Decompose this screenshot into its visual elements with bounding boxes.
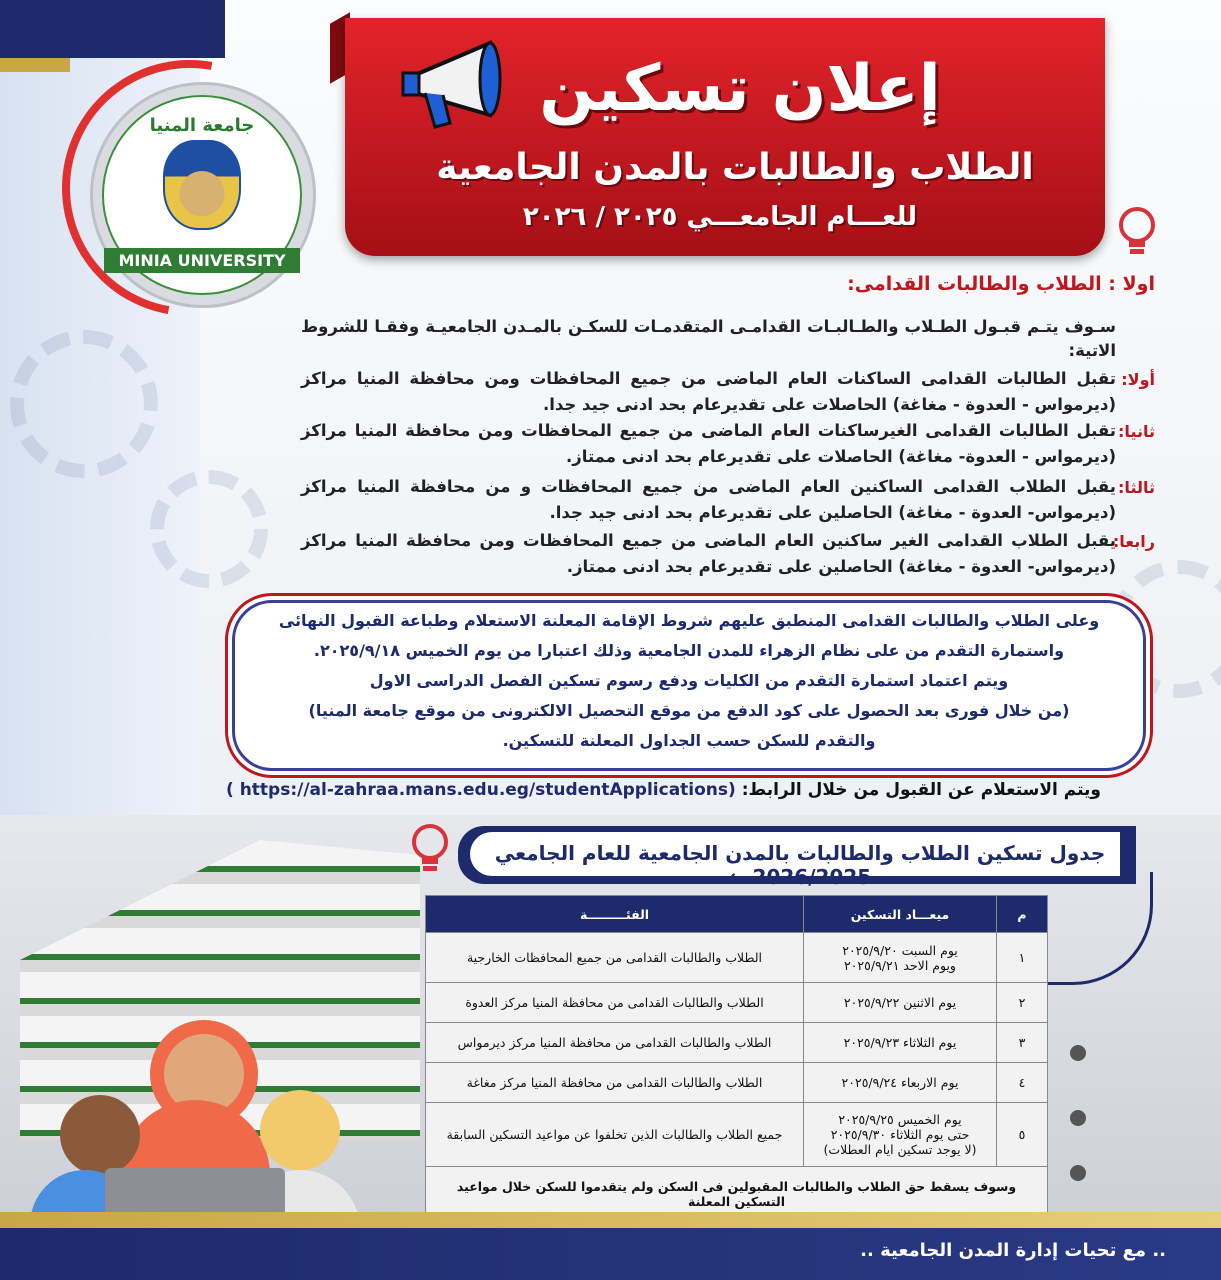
row-category: الطلاب والطالبات القدامى من محافظة المنيا مركز العدوة xyxy=(426,983,804,1023)
inquiry-label: ويتم الاستعلام عن القبول من خلال الرابط: xyxy=(741,780,1101,800)
section-title: اولا : الطلاب والطالبات القدامى: xyxy=(847,273,1155,295)
dot-icon xyxy=(1070,1110,1086,1126)
row-date: يوم الخميس ٢٠٢٥/٩/٢٥ حتى يوم الثلاثاء ٢٠٢٥/٩/٣٠ (لا يوجد تسكين ايام العطلات) xyxy=(804,1103,997,1167)
rule-text: يقبل الطلاب القدامى الغير ساكنين العام الماضى من جميع المحافظات ومن محافظة المنيا مراكز (ديرمواس- العدوة - مغاغة) الحاصلين على تقديرعام بحد ادنى ممتاز. xyxy=(301,531,1116,576)
notice-line: ويتم اعتماد استمارة التقدم من الكليات ودفع رسوم تسكين الفصل الدراسى الاول xyxy=(369,671,1009,690)
rule-label: ثالثا: xyxy=(1118,478,1155,497)
notice-box xyxy=(232,600,1146,771)
schedule-title: جدول تسكين الطلاب والطالبات بالمدن الجامعية للعام الجامعي 2026/2025 ← xyxy=(494,841,1106,889)
table-row xyxy=(426,1103,1048,1167)
row-date: يوم الثلاثاء ٢٠٢٥/٩/٢٣ xyxy=(804,1023,997,1063)
row-num: ١ xyxy=(997,933,1048,983)
inquiry-link[interactable]: (https://al-zahraa.mans.edu.eg/studentApplications ) xyxy=(225,780,736,800)
row-category: الطلاب والطالبات القدامى من جميع المحافظات الخارجية xyxy=(426,933,804,983)
banner-year: للعـــام الجامعـــي ٢٠٢٥ / ٢٠٢٦ xyxy=(522,202,918,232)
footer-text: .. مع تحيات إدارة المدن الجامعية .. xyxy=(860,1240,1166,1261)
schedule-table xyxy=(425,895,1048,1222)
row-num: ٤ xyxy=(997,1063,1048,1103)
header-date: ميعـــاد التسكين xyxy=(804,896,997,933)
rule-label: ثانيا: xyxy=(1118,422,1155,441)
table-row xyxy=(426,1063,1048,1103)
rule-text: تقبل الطالبات القدامى الساكنات العام الماضى من جميع المحافظات ومن محافظة المنيا مراكز (ديرمواس - العدوة - مغاغة) الحاصلات على تقديرعام بحد ادنى جيد جدا. xyxy=(301,369,1116,414)
logo-arabic-text: جامعة المنيا xyxy=(149,115,255,136)
rule-text: يقبل الطلاب القدامى الساكنين العام الماضى من جميع المحافظات و من محافظة المنيا مراكز (ديرمواس- العدوة - مغاغة) الحاصلين على تقديرعام بحد ادنى جيد جدا. xyxy=(301,477,1116,522)
banner-subtitle: الطلاب والطالبات بالمدن الجامعية xyxy=(436,147,1034,188)
megaphone-icon xyxy=(395,35,515,135)
row-category: الطلاب والطالبات القدامى من محافظة المنيا مركز مغاغة xyxy=(426,1063,804,1103)
section-intro: سـوف يتـم قبـول الطـلاب والطـالبـات القدامـى المتقدمـات للسكـن بالمـدن الجامعيـة وفقـا للشروط الاتية: xyxy=(301,317,1116,360)
rule-label: رابعا: xyxy=(1112,532,1155,551)
row-date: يوم الاربعاء ٢٠٢٥/٩/٢٤ xyxy=(804,1063,997,1103)
dot-icon xyxy=(1070,1165,1086,1181)
table-row xyxy=(426,983,1048,1023)
notice-line: والتقدم للسكن حسب الجداول المعلنة للتسكين. xyxy=(502,731,876,750)
footer-gold-strip xyxy=(0,1212,1221,1228)
row-category: جميع الطلاب والطالبات الذين تخلفوا عن مواعيد التسكين السابقة xyxy=(426,1103,804,1167)
row-num: ٣ xyxy=(997,1023,1048,1063)
notice-line: (من خلال فورى بعد الحصول على كود الدفع من موقع التحصيل الالكترونى من موقع جامعة المنيا) xyxy=(308,701,1070,720)
top-gold-strip xyxy=(0,58,70,72)
inquiry-line xyxy=(226,780,1101,800)
row-category: الطلاب والطالبات القدامى من محافظة المنيا مركز ديرمواس xyxy=(426,1023,804,1063)
lightbulb-icon xyxy=(408,822,452,878)
rule-label: أولا: xyxy=(1121,370,1155,389)
table-row xyxy=(426,933,1048,983)
lightbulb-icon xyxy=(1115,205,1159,261)
header-num: م xyxy=(997,896,1048,933)
table-row xyxy=(426,1023,1048,1063)
row-date: يوم السبت ٢٠٢٥/٩/٢٠ ويوم الاحد ٢٠٢٥/٩/٢١ xyxy=(804,933,997,983)
nefertiti-icon xyxy=(163,140,241,230)
notice-line: وعلى الطلاب والطالبات القدامى المنطبق عليهم شروط الإقامة المعلنة الاستعلام وطباعة القبول النهائى xyxy=(278,611,1100,630)
schedule-note: وسوف يسقط حق الطلاب والطالبات المقبولين فى السكن ولم يتقدموا للسكن خلال مواعيد التسكين المعلنة xyxy=(426,1167,1048,1222)
row-num: ٢ xyxy=(997,983,1048,1023)
logo-english-text: MINIA UNIVERSITY xyxy=(104,248,300,273)
gear-decoration-icon xyxy=(150,470,268,588)
notice-line: واستمارة التقدم من على نظام الزهراء للمدن الجامعية وذلك اعتبارا من يوم الخميس ٢٠٢٥/٩/١٨. xyxy=(313,641,1065,660)
banner-title: إعلان تسكين xyxy=(539,52,941,126)
university-logo xyxy=(102,95,302,295)
top-navy-strip xyxy=(0,0,225,58)
student-avatar-icon xyxy=(260,1090,340,1170)
row-date: يوم الاثنين ٢٠٢٥/٩/٢٢ xyxy=(804,983,997,1023)
rule-text: تقبل الطالبات القدامى الغيرساكنات العام الماضى من جميع المحافظات ومن محافظة المنيا مراكز (ديرمواس - العدوة- مغاغة) الحاصلات على تقديرعام بحد ادنى ممتاز. xyxy=(301,421,1116,466)
student-avatar-icon xyxy=(60,1095,140,1175)
row-num: ٥ xyxy=(997,1103,1048,1167)
dot-icon xyxy=(1070,1045,1086,1061)
header-category: الفئـــــــــة xyxy=(426,896,804,933)
gear-decoration-icon xyxy=(10,330,158,478)
